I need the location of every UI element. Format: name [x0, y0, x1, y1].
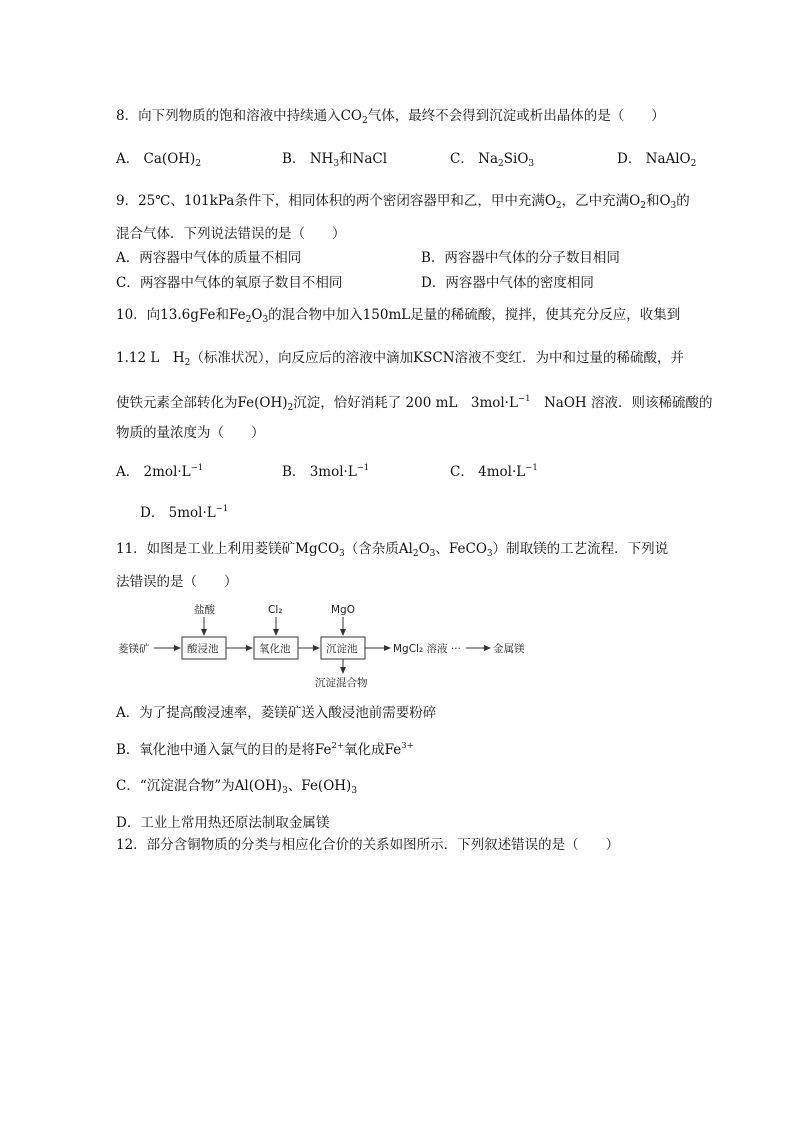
- flow-input-cl2-label: Cl₂: [268, 604, 283, 616]
- flow-start-label: 菱镁矿: [118, 643, 150, 655]
- q11-stem-line1: 11．如图是工业上利用菱镁矿MgCO$_3$（含杂质$Al_2O_3$、FeCO$_3$）制取镁的工艺流程．下列说: [116, 541, 669, 559]
- q9-stem-line2: 混合气体．下列说法错误的是（ ）: [116, 226, 346, 242]
- q11-stem-line2: 法错误的是（ ）: [116, 574, 238, 590]
- q10-stem-line4: 物质的量浓度为（ ）: [116, 425, 265, 441]
- q11-option-d: D．工业上常用热还原法制取金属镁: [116, 815, 330, 831]
- q8-option-c: C． $Na_2SiO_3$: [450, 151, 535, 169]
- q10-option-b: B． $3mol\cdot L^{-1}$: [282, 463, 370, 480]
- q11-option-c: C．“沉淀混合物”为$Al(OH)_3$、$Fe(OH)_3$: [116, 778, 358, 796]
- flow-box-precipitation-label: 沉淀池: [326, 643, 358, 655]
- q9-option-c: C．两容器中气体的氧原子数目不相同: [116, 275, 343, 291]
- q10-option-c: C． $4mol\cdot L^{-1}$: [450, 463, 538, 480]
- flow-input-mgo-label: MgO: [331, 604, 355, 616]
- flow-input-hcl-label: 盐酸: [194, 604, 215, 616]
- q10-stem-line1: 10．向13.6gFe和$Fe_2O_3$的混合物中加入150mL足量的稀硫酸，搅拌，使其充分反应，收集到: [116, 307, 681, 325]
- flow-mgcl2-label: MgCl₂ 溶液 ···: [393, 643, 461, 655]
- q11-option-a: A．为了提高酸浸速率，菱镁矿送入酸浸池前需要粉碎: [116, 705, 437, 721]
- q10-stem-line3: 使铁元素全部转化为$Fe(OH)_2$沉淀，恰好消耗了 200 mL $3mol\cdot L^{-1}$ NaOH 溶液．则该稀硫酸的: [116, 394, 713, 413]
- q11-process-flow-diagram: [116, 603, 536, 689]
- q8-option-a: A． $Ca(OH)_2$: [116, 151, 202, 169]
- q12-stem: 12．部分含铜物质的分类与相应化合价的关系如图所示．下列叙述错误的是（ ）: [116, 837, 620, 853]
- q9-option-b: B．两容器中气体的分子数目相同: [421, 250, 620, 266]
- q8-option-d: D． NaAlO$_2$: [617, 151, 697, 169]
- flow-output-precipitate-label: 沉淀混合物: [315, 677, 368, 689]
- q9-stem-line1: 9．25℃、101kPa条件下，相同体积的两个密闭容器甲和乙，甲中充满$O_2$，乙中充满$O_2$和$O_3$的: [116, 193, 690, 211]
- flow-box-oxidation-label: 氧化池: [259, 643, 291, 655]
- flow-box-acid-leach-label: 酸浸池: [187, 643, 219, 655]
- q9-option-d: D．两容器中气体的密度相同: [421, 275, 594, 291]
- q9-option-a: A．两容器中气体的质量不相同: [116, 250, 302, 266]
- q8-stem: 8．向下列物质的饱和溶液中持续通入$CO_2$气体，最终不会得到沉淀或析出晶体的是（ ）: [116, 108, 665, 126]
- q8-option-b: B． $NH_3$和NaCl: [282, 151, 388, 169]
- q11-option-b: B．氧化池中通入氯气的目的是将$Fe^{2+}$氧化成$Fe^{3+}$: [116, 741, 414, 758]
- q10-stem-line2: 1.12 L $H_2$（标准状况），向反应后的溶液中滴加KSCN溶液不变红．为中和过量的稀硫酸，并: [116, 350, 685, 368]
- q10-option-d: D． $5mol\cdot L^{-1}$: [140, 504, 229, 521]
- q10-option-a: A． $2mol\cdot L^{-1}$: [116, 463, 204, 480]
- flow-product-label: 金属镁: [493, 643, 525, 655]
